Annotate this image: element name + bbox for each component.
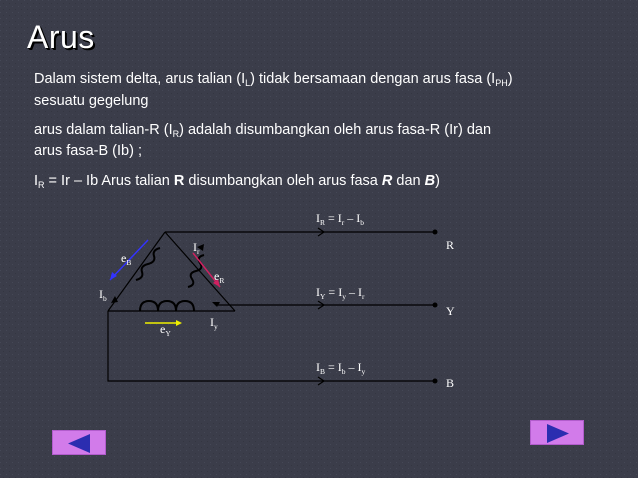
line-b xyxy=(108,311,435,381)
equation-ir: $I_R = I_r - I_b$ xyxy=(316,211,365,227)
equation-iy: $I_Y = I_y - I_r$ xyxy=(316,285,365,301)
previous-slide-button[interactable] xyxy=(52,430,106,455)
label-er: $e_R$ xyxy=(214,269,225,285)
terminal-r-dot xyxy=(433,230,438,235)
label-ib: $I_b$ xyxy=(99,287,107,303)
label-ir: $I_r$ xyxy=(193,240,200,256)
terminal-b-dot xyxy=(433,379,438,384)
equation-ib: $I_B = I_b - I_y$ xyxy=(316,360,366,376)
arrow-right-icon xyxy=(531,421,585,446)
terminal-b-label: B xyxy=(446,376,455,390)
label-iy: $I_y$ xyxy=(210,315,218,331)
text-line-2: sesuatu gegelung xyxy=(34,93,149,109)
label-ey: $e_Y$ xyxy=(160,322,171,338)
terminal-y-dot xyxy=(433,303,438,308)
arrow-left-icon xyxy=(53,431,107,456)
text-line-4: arus fasa-B (Ib) ; xyxy=(34,143,142,159)
text-line-5: $I_R = Ir - Ib$ Arus talian R disumbangkan oleh arus fasa R dan B) xyxy=(34,173,440,190)
coil-y xyxy=(140,301,194,311)
label-eb: $e_B$ xyxy=(121,251,132,267)
text-line-1: Dalam sistem delta, arus talian $(I_L)$ tidak bersamaan dengan arus fasa $(I_{PH})$ xyxy=(34,71,513,88)
terminal-y-label: Y xyxy=(446,304,455,318)
text-line-3: arus dalam talian-R $(I_R)$ adalah disumbangkan oleh arus fasa-R (Ir) dan xyxy=(34,122,492,139)
delta-right-side xyxy=(165,232,235,311)
slide-title: Arus xyxy=(27,19,95,55)
next-slide-button[interactable] xyxy=(530,420,584,445)
coil-b xyxy=(136,248,160,280)
terminal-r-label: R xyxy=(446,238,455,252)
